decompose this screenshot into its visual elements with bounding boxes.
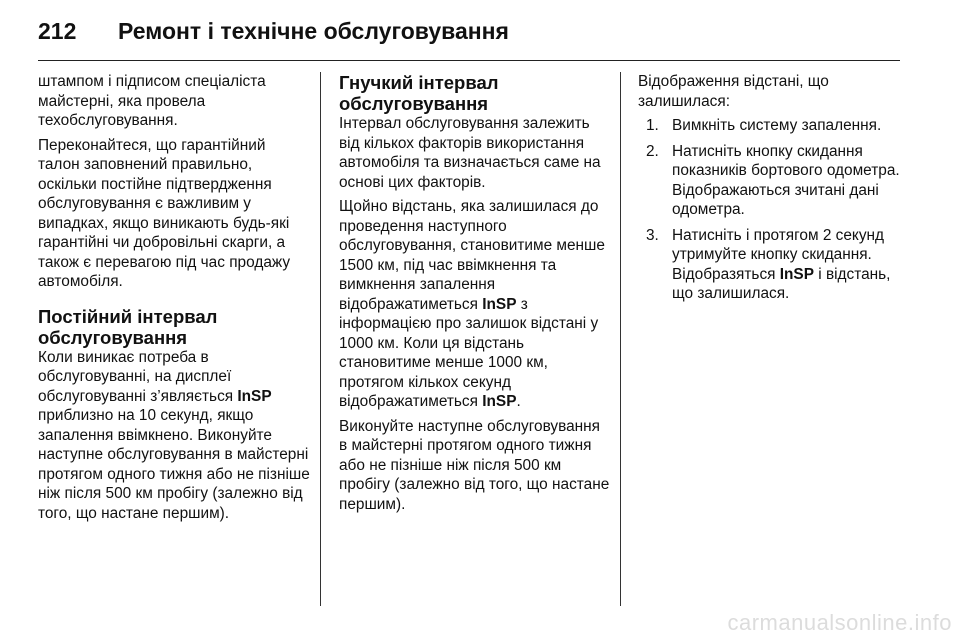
paragraph-flexible-intro: Інтервал обслуговування залежить від кількох факторів використання автомобіля та визначається саме на основі цих факторів. <box>339 115 601 191</box>
column-divider-left <box>320 72 321 606</box>
column-divider-right <box>620 72 621 606</box>
heading-fixed-interval: Постійний інтервал обслуговування <box>38 305 218 348</box>
steps-list <box>638 116 913 304</box>
insp-keyword: InSP <box>482 393 517 410</box>
list-item <box>646 116 913 136</box>
paragraph-stamp: штампом і підписом спеціаліста майстерні, яка провела техобслуговування. <box>38 73 266 129</box>
paragraph-warranty: Переконайтеся, що гарантійний талон заповнений правильно, оскільки постійне підтвердження обслуговування є важливим у випадках, якщо виникають будь-які гарантійні чи добровільні скарги, а також є перевагою під час продажу автомобіля. <box>38 136 291 290</box>
step-text: Натисніть і протягом 2 секунд утримуйте кнопку скидання. Відобразяться InSP і відстань, що залишилася. <box>672 226 891 302</box>
chapter-title: Ремонт і технічне обслуговування <box>118 18 509 44</box>
list-item <box>646 142 913 220</box>
list-item <box>646 226 913 304</box>
step-number: 2. <box>646 142 659 160</box>
insp-keyword: InSP <box>779 265 814 283</box>
insp-keyword: InSP <box>482 295 517 313</box>
step-text: Натисніть кнопку скидання показників бортового одометра. Відображаються зчитані дані одометра. <box>672 142 900 218</box>
paragraph-display-intro: Відображення відстані, що залишилася: <box>638 73 829 110</box>
text-column-middle <box>339 72 611 519</box>
step-text: Вимкніть систему запалення. <box>672 117 882 134</box>
text-column-right <box>638 72 913 310</box>
step-number: 1. <box>646 117 659 134</box>
watermark: carmanualsonline.info <box>727 610 952 635</box>
paragraph-fixed-interval: Коли виникає потреба в обслуговуванні, на дисплеї обслуговуванні з’являється InSP приблизно на 10 секунд, якщо запалення ввімкнено. Виконуйте наступне обслуговування в майстерні протягом одного тижня або не пізніше ніж після 500 км пробігу (залежно від того, що настане першим). <box>38 348 310 522</box>
insp-keyword: InSP <box>237 387 272 405</box>
page-header <box>38 14 900 61</box>
paragraph-distance-remaining: Щойно відстань, яка залишилася до проведення наступного обслуговування, становитиме менше 1500 км, під час ввімкнення та вимкнення запалення відображатиметься InSP з інформацією про залишок відстані у 1000 км. Коли ця відстань становитиме менше 1000 км, протягом кількох секунд відображатиметься InSP. <box>339 198 605 410</box>
paragraph-service-deadline: Виконуйте наступне обслуговування в майстерні протягом одного тижня або не пізніше ніж після 500 км пробігу (залежно від того, що настане першим). <box>339 417 610 513</box>
heading-flexible-interval: Гнучкий інтервал обслуговування <box>339 72 499 114</box>
text-column-left <box>38 72 310 528</box>
step-number: 3. <box>646 226 659 244</box>
page-number: 212 <box>38 18 77 44</box>
